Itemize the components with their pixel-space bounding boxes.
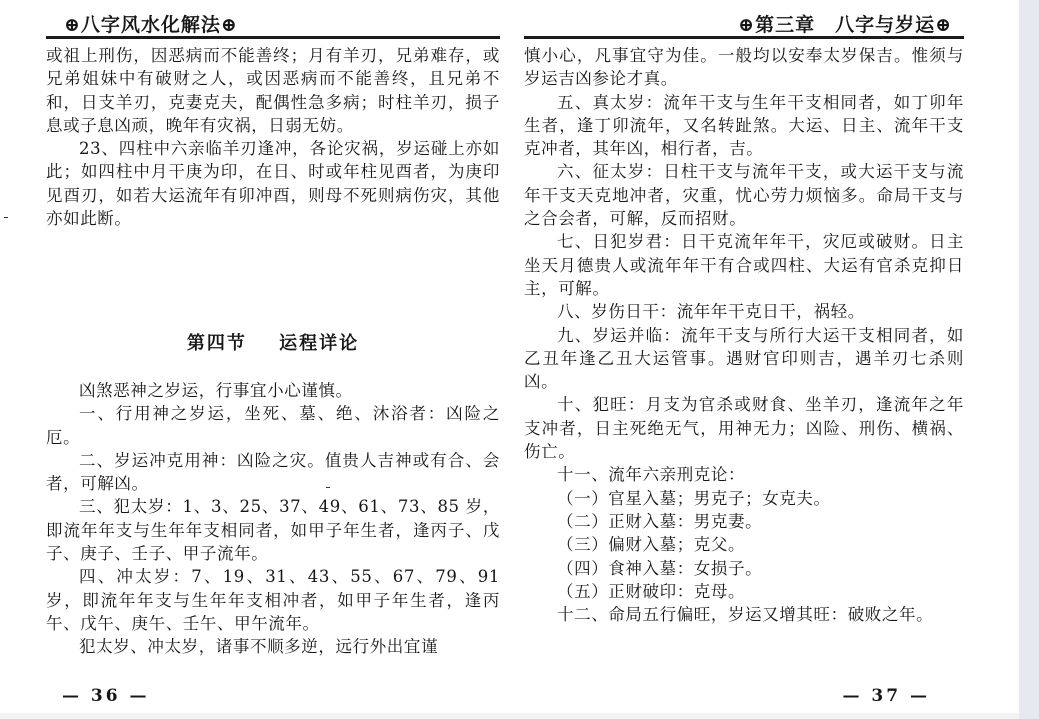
paragraph: 三、犯太岁：1、3、25、37、49、61、73、85 岁，即流年年支与生年年支相同者，如甲子年生者，逢丙子、戊子、庚子、壬子、甲子流年。 xyxy=(46,497,500,564)
paragraph: 23、四柱中六亲临羊刃逢冲，各论灾祸，岁运碰上亦如此；如四柱中月干庚为印，在日、时或年柱见酉者，为庚印见酉刃，如若大运流年有卯冲酉，则母不死则病伤灾，其他亦如此断。 xyxy=(46,139,500,229)
paragraph: （四）食神入墓：女损子。 xyxy=(557,558,763,578)
paragraph: 一、行用神之岁运，坐死、墓、绝、沐浴者：凶险之厄。 xyxy=(46,404,500,447)
paragraph: 六、征太岁：日柱干支与流年干支，或大运干支与流年干支天克地冲者，灾重，忧心劳力烦恼多。命局干支与之合会者，可解，反而招财。 xyxy=(524,162,964,229)
paragraph: 九、岁运并临：流年干支与所行大运干支相同者，如乙丑年逢乙丑大运管事。遇财官印则吉，遇羊刃七杀则凶。 xyxy=(524,325,964,392)
right-running-header xyxy=(524,10,964,39)
section-name: 运程详论 xyxy=(279,333,360,354)
page-number: — 37 — xyxy=(842,686,930,706)
viewer-right-margin xyxy=(1019,0,1039,719)
page-number: — 36 — xyxy=(62,686,150,706)
paragraph: 凶煞恶神之岁运，行事宜小心谨慎。 xyxy=(79,381,353,400)
right-header-title: ⊕第三章 八字与岁运⊕ xyxy=(738,14,952,36)
paragraph: 十二、命局五行偏旺，岁运又增其旺：破败之年。 xyxy=(557,605,934,625)
section-number: 第四节 xyxy=(186,333,247,354)
paragraph: 犯太岁、冲太岁，诸事不顺多逆，远行外出宜谨 xyxy=(79,637,439,657)
left-section-text xyxy=(46,379,500,659)
left-header-title: ⊕八字风水化解法⊕ xyxy=(64,14,238,36)
paragraph: 七、日犯岁君：日干克流年年干，灾厄或破财。日主坐天月德贵人或流年年干有合或四柱、大运有官杀克抑日主，可解。 xyxy=(524,232,964,298)
left-running-header xyxy=(46,10,500,39)
paragraph: 十、犯旺：月支为官杀或财食、坐羊刃，逢流年之年支冲者，日主死绝无气，用神无力；凶险、刑伤、横祸、伤亡。 xyxy=(524,395,964,462)
paragraph: （三）偏财入墓；克父。 xyxy=(557,535,746,555)
viewer-bottom-margin xyxy=(0,713,1019,719)
paragraph: 或祖上刑伤，因恶病而不能善终；月有羊刃，兄弟难存，或兄弟姐妹中有破财之人，或因恶病而不能善终，且兄弟不和，日支羊刃，克妻克夫，配偶性急多病；时柱羊刃，损子息或子息凶顽，晚年有灾祸，日弱无妨。 xyxy=(46,46,500,135)
paragraph: 十一、流年六亲刑克论： xyxy=(557,465,746,485)
right-text xyxy=(524,44,964,626)
paragraph: （二）正财入墓：男克妻。 xyxy=(557,511,763,531)
paragraph: 八、岁伤日干：流年年干克日干，祸轻。 xyxy=(557,302,865,322)
paragraph: （五）正财破印：克母。 xyxy=(557,581,746,601)
scan-speck xyxy=(4,217,8,218)
paragraph: 慎小心，凡事宜守为佳。一般均以安奉太岁保吉。惟须与岁运吉凶参论才真。 xyxy=(524,46,964,89)
paragraph: （一）官星入墓；男克子；女克夫。 xyxy=(557,488,831,508)
paragraph: 二、岁运冲克用神：凶险之灾。值贵人吉神或有合、会者，可解凶。 xyxy=(46,450,500,494)
section-heading xyxy=(46,329,500,355)
left-top-text xyxy=(46,44,500,230)
paragraph: 五、真太岁：流年干支与生年干支相同者，如丁卯年生者，逢丁卯流年，又名转趾煞。大运、日主、流年干支克冲者，其年凶，相行者，吉。 xyxy=(524,92,964,159)
paragraph: 四、冲太岁：7、19、31、43、55、67、79、91 岁，即流年年支与生年年支相冲者，如甲子年生者，逢丙午、戊午、庚午、壬午、甲午流年。 xyxy=(46,567,500,633)
